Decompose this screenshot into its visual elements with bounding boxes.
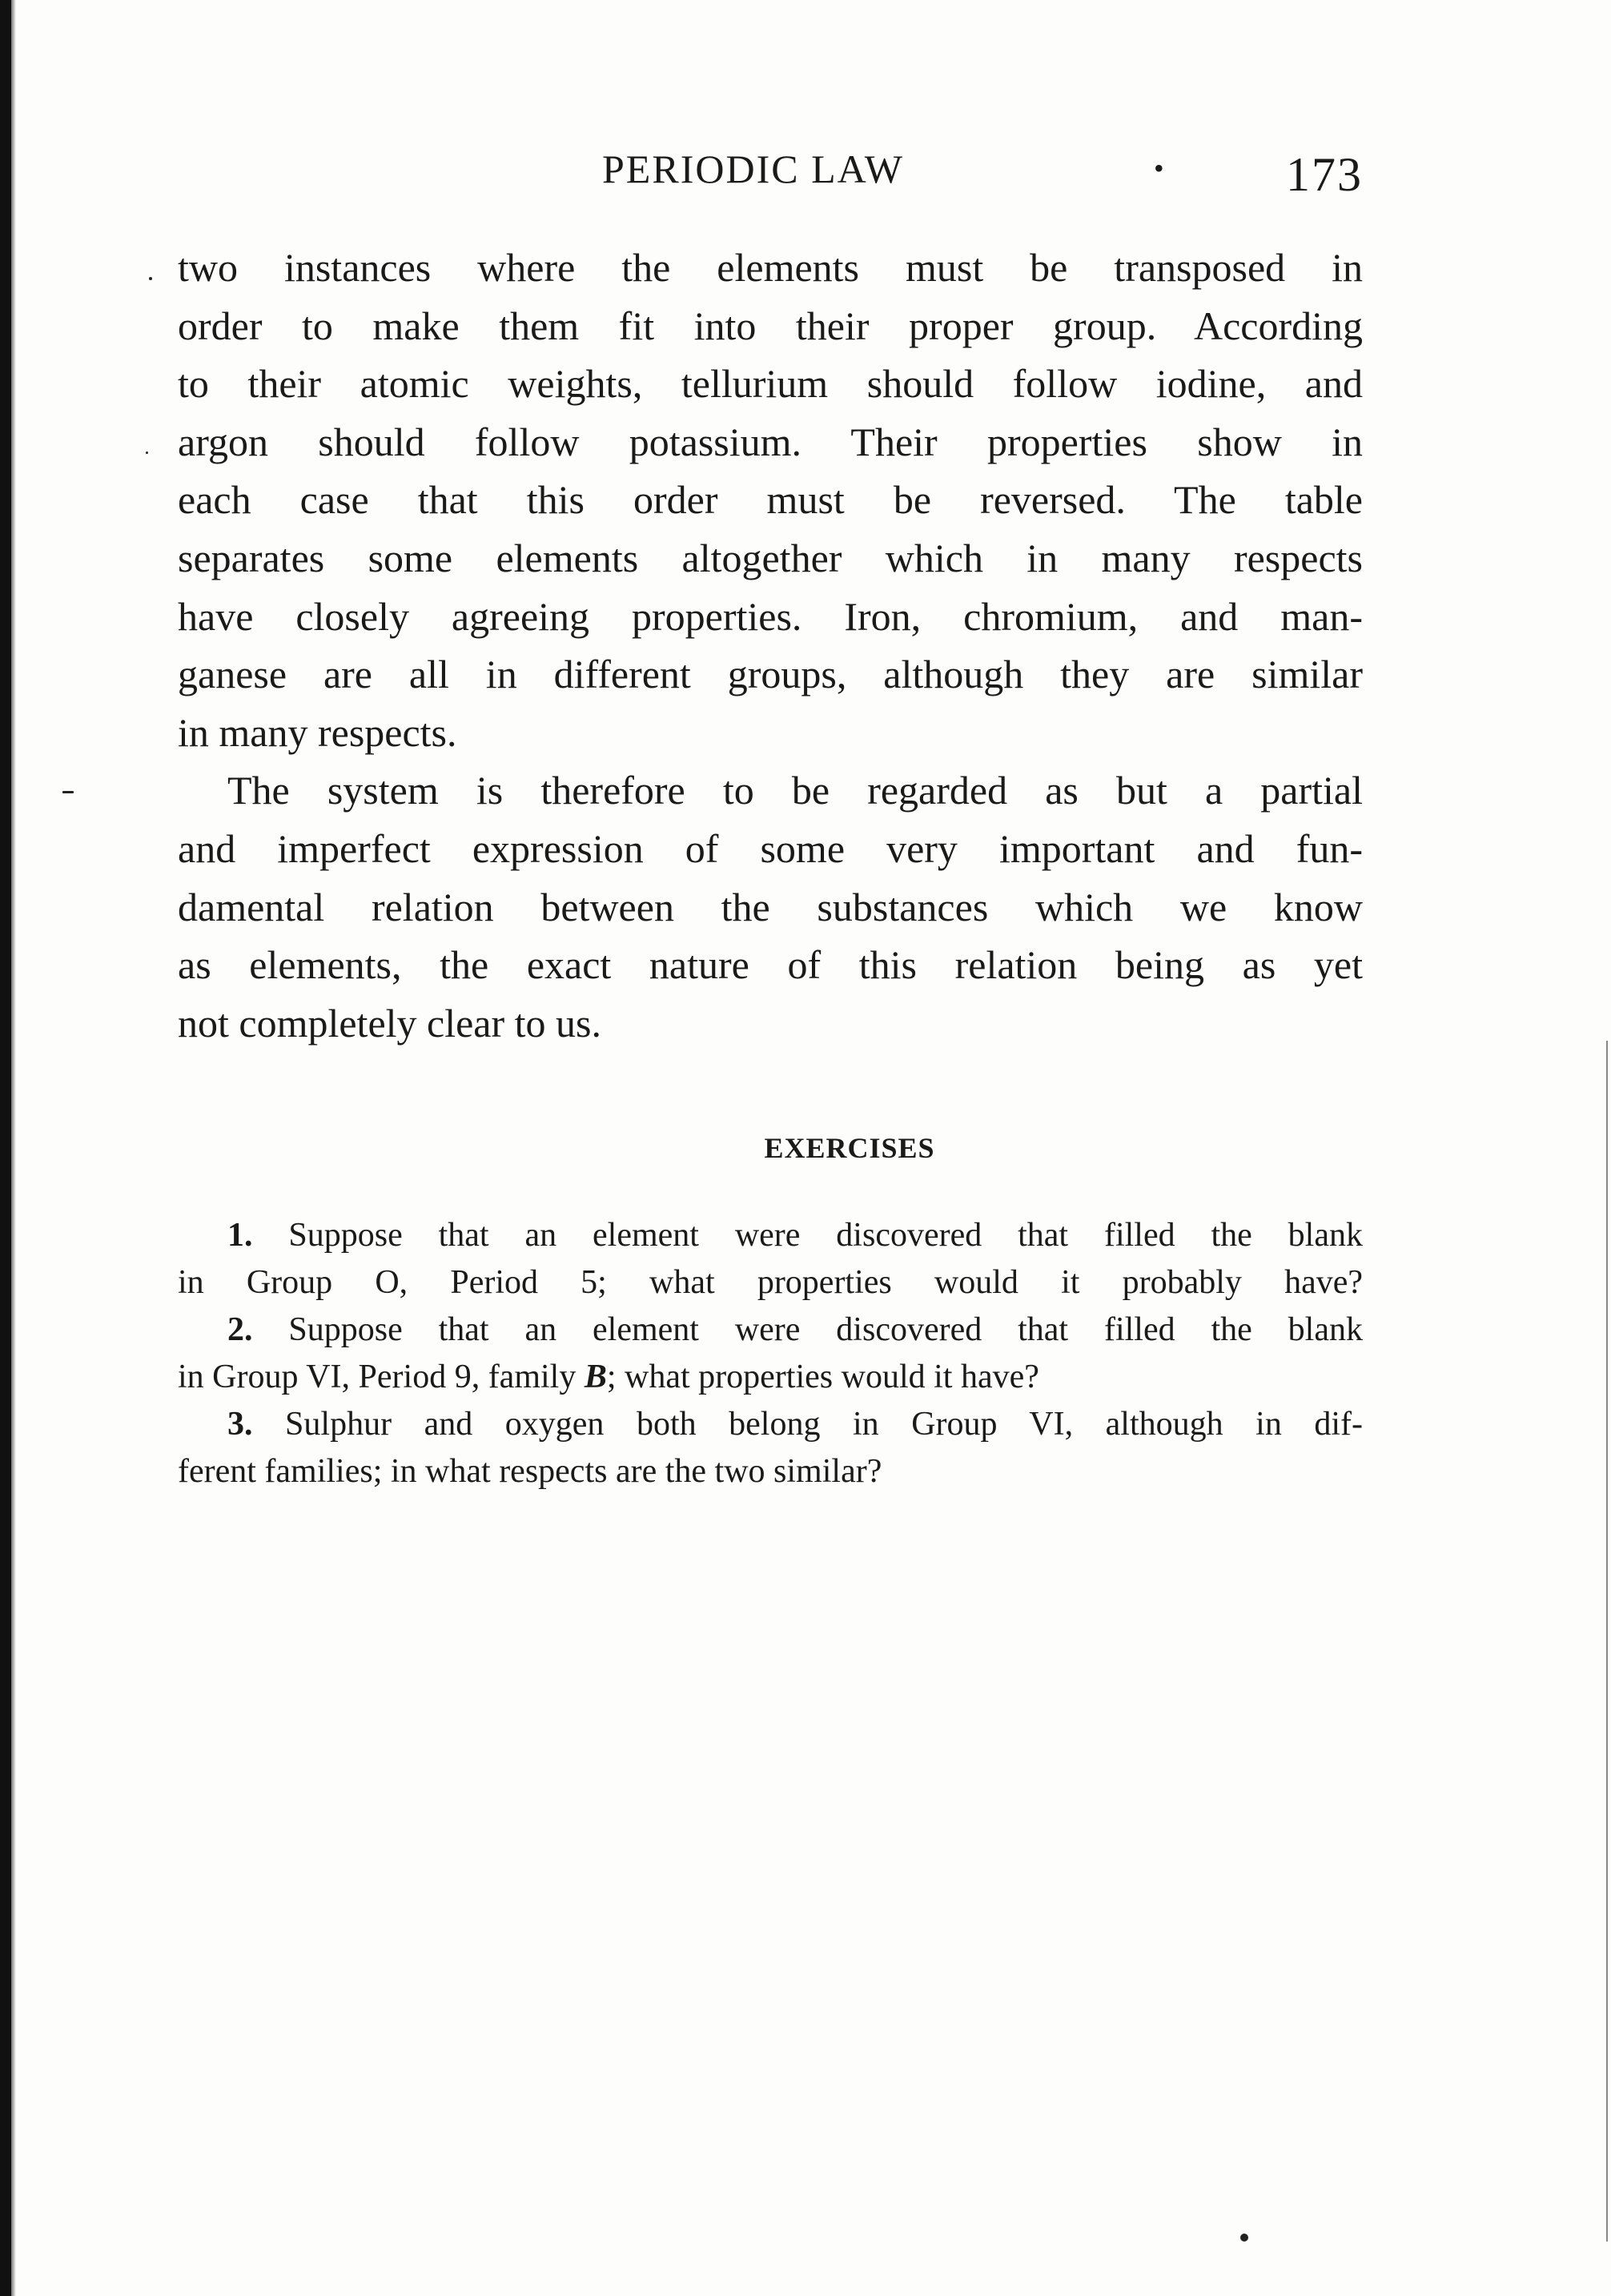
body-text (178, 239, 1363, 1052)
text-line: ganese are all in different groups, although they are similar (178, 652, 1363, 697)
exercise-item (178, 1401, 1363, 1448)
exercise-text: Sulphur and oxygen both belong in Group VI, although in dif- (285, 1406, 1363, 1443)
family-letter: B (584, 1359, 607, 1395)
exercise-text: Suppose that an element were discovered that filled the blank (288, 1311, 1363, 1348)
text-line: two instances where the elements must be transposed in (178, 245, 1363, 290)
exercise-text-part: ; what properties would it have? (606, 1359, 1039, 1395)
ink-speck (1240, 2234, 1248, 2242)
header-ornament: • (1154, 152, 1164, 184)
page-edge-line (1606, 1041, 1608, 2242)
exercise-number: 2. (227, 1311, 253, 1348)
text-line: have closely agreeing properties. Iron, chromium, and man- (178, 593, 1363, 639)
text-line: argon should follow potassium. Their properties show in (178, 419, 1363, 464)
exercise-text (178, 1354, 1363, 1401)
exercise-number: 3. (227, 1406, 253, 1443)
text-line: and imperfect expression of some very important and fun- (178, 825, 1363, 871)
exercise-text: in Group O, Period 5; what properties would it probably have? (178, 1264, 1363, 1301)
text-line: damental relation between the substances which we know (178, 884, 1363, 929)
exercise-text: ferent families; in what respects are the two similar? (178, 1453, 882, 1490)
text-line: to their atomic weights, tellurium should follow iodine, and (178, 361, 1363, 407)
exercise-text-part: in Group VI, Period 9, family (178, 1359, 585, 1395)
text-line: order to make them fit into their proper group. According (178, 303, 1363, 348)
ink-speck (146, 452, 148, 454)
exercise-text: Suppose that an element were discovered that filled the blank (288, 1217, 1363, 1254)
text-line: The system is therefore to be regarded as but a partial (227, 768, 1363, 813)
text-line: as elements, the exact nature of this relation being as yet (178, 942, 1363, 988)
text-line: separates some elements altogether which in many respects (178, 535, 1363, 580)
exercise-item (178, 1307, 1363, 1354)
ink-speck (62, 791, 74, 793)
exercises-heading: EXERCISES (764, 1132, 935, 1164)
exercise-item (178, 1212, 1363, 1259)
text-line: each case that this order must be reversed. The table (178, 477, 1363, 523)
ink-speck (149, 277, 152, 280)
exercises-list (178, 1212, 1363, 1495)
text-line: not completely clear to us. (178, 1000, 602, 1046)
text-line: in many respects. (178, 709, 457, 755)
running-title: PERIODIC LAW (602, 147, 904, 191)
exercise-number: 1. (227, 1217, 253, 1254)
page-number: 173 (1286, 148, 1363, 201)
